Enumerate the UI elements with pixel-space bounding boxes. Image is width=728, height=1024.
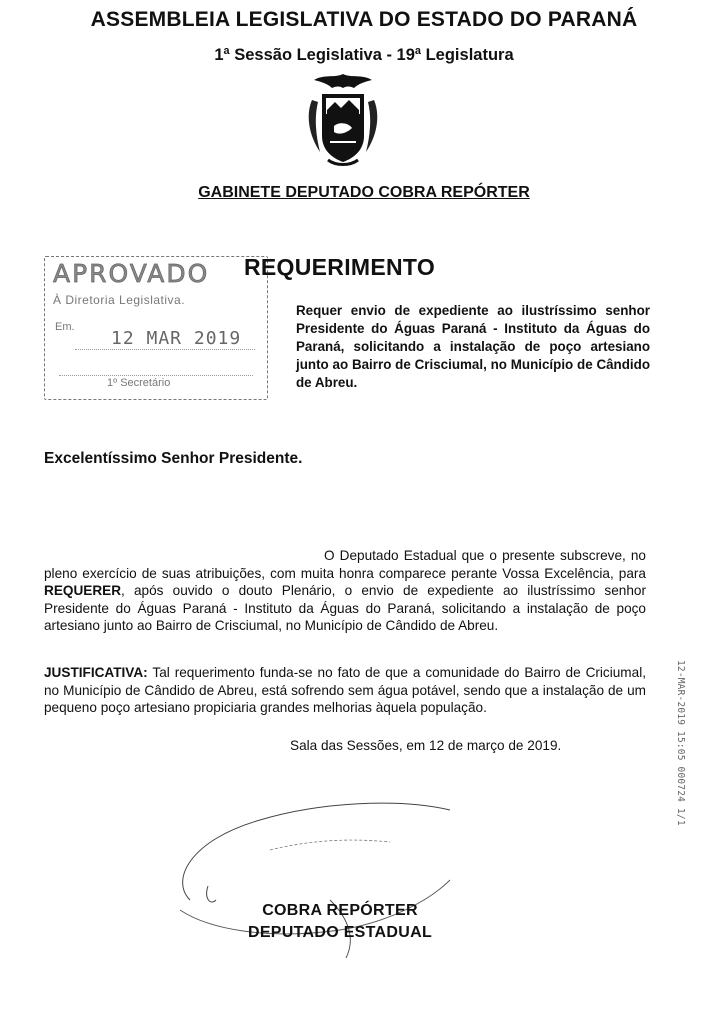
request-summary: Requer envio de expediente ao ilustríssimo senhor Presidente do Águas Paraná - Instituto da Águas do Paraná, solicitando a instalação de poço artesiano junto ao Bairro de Crisciumal, no Município de Cândido de Abreu. — [296, 303, 650, 390]
session-subtitle: 1ª Sessão Legislativa - 19ª Legislatura — [214, 46, 514, 64]
protocol-stamp: 12-MAR-2019 15:05 000724 1/1 — [675, 660, 686, 826]
place-date: Sala das Sessões, em 12 de março de 2019. — [290, 738, 562, 753]
stamp-destination: À Diretoria Legislativa. — [53, 293, 186, 307]
body-keyword: REQUERER — [44, 583, 122, 599]
document-title: REQUERIMENTO — [244, 254, 436, 280]
parana-coat-of-arms-icon — [300, 70, 386, 170]
stamp-approved-word: APROVADO — [53, 259, 210, 288]
body-part1: O Deputado Estadual que o presente subscreve, no pleno exercício de suas atribuições, com muita honra comparece perante Vossa Excelência, para — [44, 548, 646, 581]
stamp-sign-line — [59, 375, 253, 376]
justification-text: Tal requerimento funda-se no fato de que a comunidade do Bairro de Criciumal, no Município de Cândido de Abreu, está sofrendo sem água potável, sendo que a instalação de um pequeno poço artesiano propiciaria grandes melhorias àquela população. — [44, 665, 646, 716]
salutation: Excelentíssimo Senhor Presidente. — [44, 450, 303, 467]
stamp-divider — [75, 349, 255, 350]
justification-label: JUSTIFICATIVA: — [44, 665, 148, 680]
stamp-secretary: 1º Secretário — [107, 377, 171, 389]
body-paragraph — [44, 547, 646, 635]
office-heading: GABINETE DEPUTADO COBRA REPÓRTER — [198, 184, 530, 201]
signatory-role: DEPUTADO ESTADUAL — [247, 924, 433, 941]
signatory-name: COBRA REPÓRTER — [262, 902, 418, 919]
body-part2: , após ouvido o douto Plenário, o envio de expediente ao ilustríssimo senhor Presidente do Águas Paraná - Instituto da Águas do Paraná, solicitando a instalação de poço artesiano junto ao Bairro de Crisciumal, no Município de Cândido de Abreu. — [44, 583, 646, 634]
assembly-title: ASSEMBLEIA LEGISLATIVA DO ESTADO DO PARANÁ — [90, 8, 638, 31]
stamp-date: 12 MAR 2019 — [111, 328, 242, 349]
stamp-em-label: Em. — [55, 321, 75, 333]
approval-stamp — [44, 256, 268, 400]
handwritten-signature — [150, 780, 530, 980]
justification-paragraph — [44, 664, 646, 717]
